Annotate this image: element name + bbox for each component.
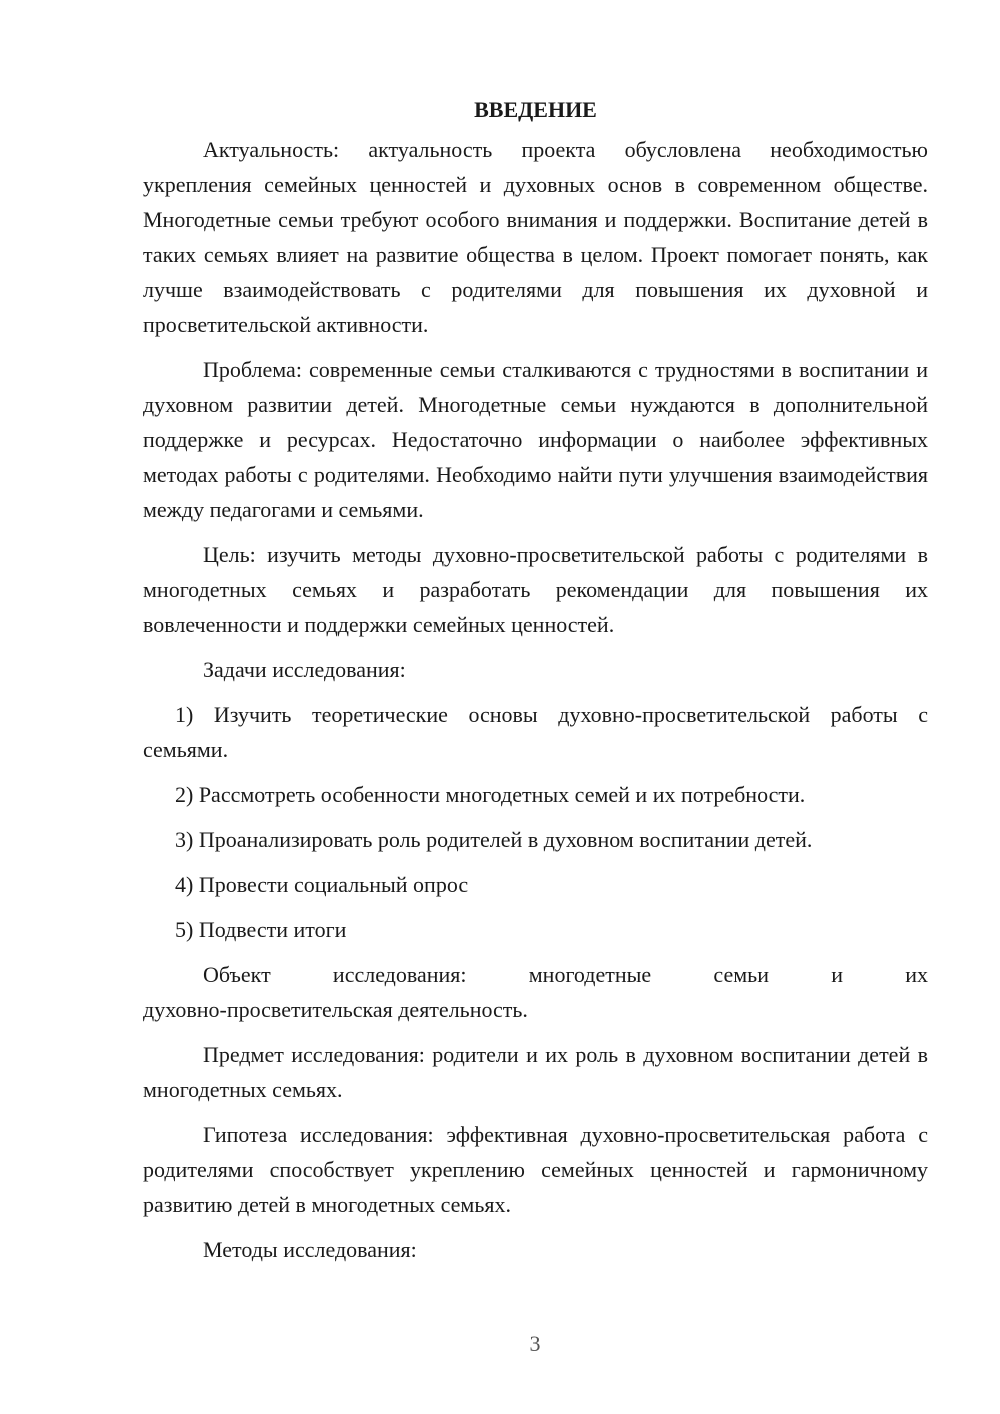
methods-title: Методы исследования: [203,1237,417,1262]
section-heading: ВВЕДЕНИЕ [474,97,597,122]
object-paragraph [143,957,928,1027]
tasks-title: Задачи исследования: [203,657,406,682]
hypothesis-paragraph: Гипотеза исследования: эффективная духовно-просветительская работа с родителями способствует укреплению семейных ценностей и гармоничному развитию детей в многодетных семьях. [143,1122,928,1217]
task-item-3: 3) Проанализировать роль родителей в духовном воспитании детей. [175,827,813,852]
relevance-paragraph: Актуальность: актуальность проекта обусловлена необходимостью укрепления семейных ценностей и духовных основ в современном обществе. Многодетные семьи требуют особого внимания и поддержки. Воспитание детей в таких семьях влияет на развитие общества в целом. Проект помогает понять, как лучше взаимодействовать с родителями для повышения их духовной и просветительской активности. [143,137,928,337]
object-line-1: Объект исследования: многодетные семьи и их [203,962,928,987]
tasks-list [143,697,928,947]
goal-paragraph: Цель: изучить методы духовно-просветительской работы с родителями в многодетных семьях и разработать рекомендации для повышения их вовлеченности и поддержки семейных ценностей. [143,542,928,637]
page-number: 3 [529,1331,541,1356]
subject-paragraph: Предмет исследования: родители и их роль в духовном воспитании детей в многодетных семьях. [143,1042,928,1102]
page-content [143,92,928,1267]
object-line-2: духовно-просветительская деятельность. [143,997,528,1022]
problem-paragraph: Проблема: современные семьи сталкиваются с трудностями в воспитании и духовном развитии детей. Многодетные семьи нуждаются в дополнительной поддержке и ресурсах. Недостаточно информации о наиболее эффективных методах работы с родителями. Необходимо найти пути улучшения взаимодействия между педагогами и семьями. [143,357,928,522]
task-item-1: 1) Изучить теоретические основы духовно-просветительской работы с семьями. [143,702,928,762]
task-item-4: 4) Провести социальный опрос [175,872,469,897]
task-item-5: 5) Подвести итоги [175,917,347,942]
task-item-2: 2) Рассмотреть особенности многодетных семей и их потребности. [175,782,806,807]
